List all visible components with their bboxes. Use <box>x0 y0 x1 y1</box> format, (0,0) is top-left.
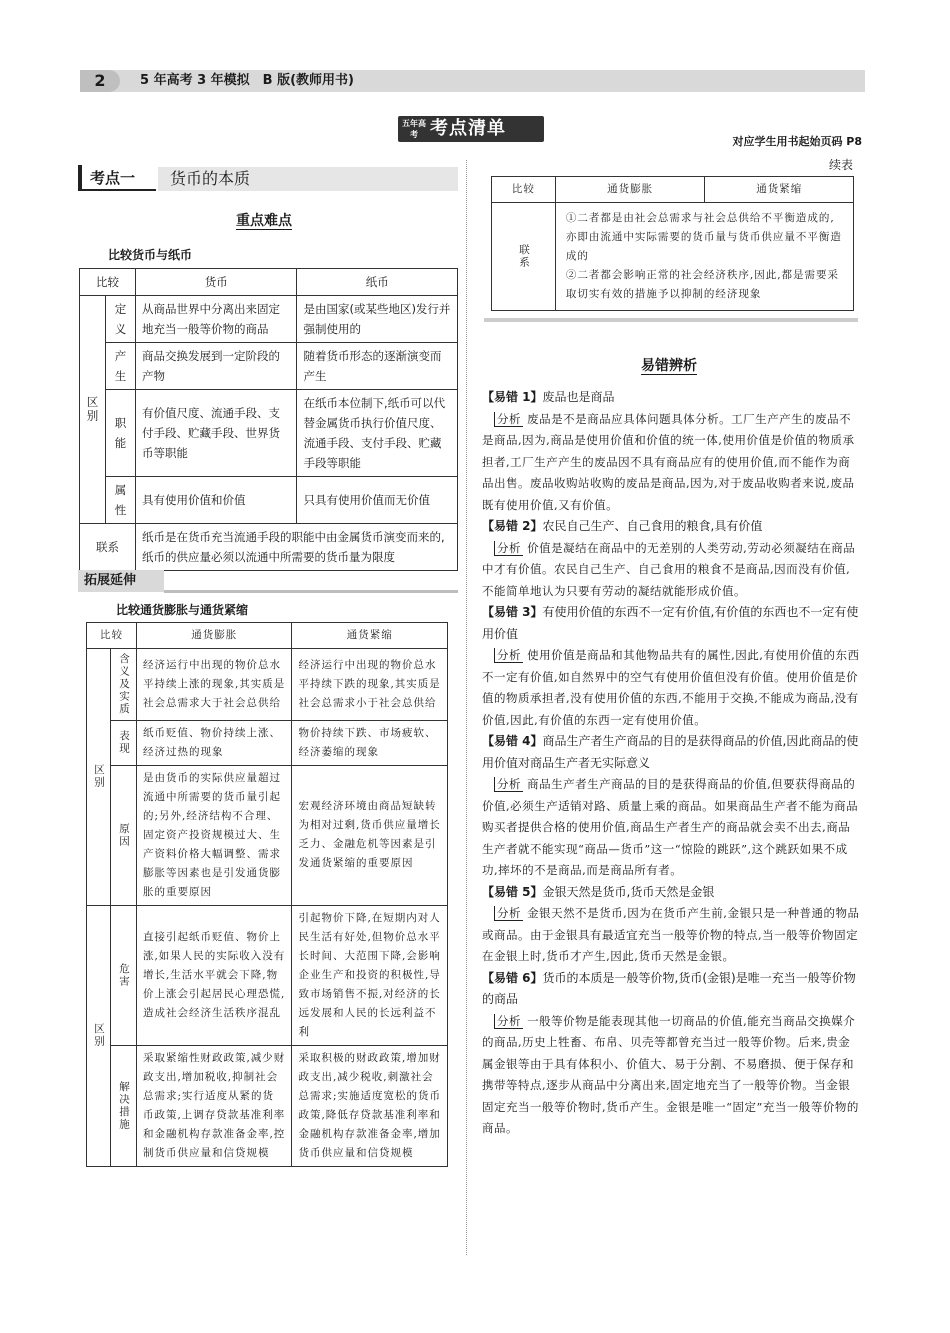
table1-header: 纸币 <box>297 269 458 296</box>
row-label: 危害 <box>111 905 137 1045</box>
analysis-text: 分析 价值是凝结在商品中的无差别的人类劳动,劳动必须凝结在商品中才有价值。农民自己生产、自己食用的粮食不是商品,因而没有价值,不能简单地认为只要有劳动的凝结就能形成价值。 <box>482 540 856 598</box>
table-row <box>87 905 448 1045</box>
table-row <box>87 1045 448 1166</box>
row-label: 联系 <box>80 524 136 571</box>
row-label: 定义 <box>105 296 135 343</box>
table-row <box>80 343 458 390</box>
column-divider <box>466 160 467 1255</box>
extension-label: 拓展延伸 <box>78 570 164 592</box>
table-cell: 纸币是在货币充当流通手段的职能中由金属货币演变而来的,纸币的供应量必须以流通中所需要的货币量为限度 <box>135 524 457 571</box>
error-item: 【易错 4】商品生产者生产商品的目的是获得商品的价值,因此商品的使用价值对商品生产者无实际意义 <box>482 734 859 770</box>
table-cell: 纸币贬值、物价持续上涨、经济过热的现象 <box>136 720 292 765</box>
table-row <box>80 524 458 571</box>
analysis-text: 分析 一般等价物是能表现其他一切商品的价值,能充当商品交换媒介的商品,历史上牲畜、布帛、贝壳等都曾充当过一般等价物。后来,贵金属金银等由于具有体积小、价值大、易于分割、不易磨损、便于保存和携带等特点,逐步从商品中分离出来,固定地充当了一般等价物。当金银固定充当一般等价物时,货币产生。金银是唯一“固定”充当一般等价物的商品。 <box>482 1013 859 1135</box>
row-label: 职能 <box>105 390 135 477</box>
table2-caption: 比较通货膨胀与通货紧缩 <box>116 603 249 617</box>
row-label: 含义及实质 <box>111 649 137 721</box>
table3-header: 通货膨胀 <box>555 177 705 203</box>
table-cell: 引起物价下降,在短期内对人民生活有好处,但物价总水平长时间、大范围下降,会影响企业生产和投资的积极性,导致市场销售不振,对经济的长远发展和人民的长远利益不利 <box>292 905 448 1045</box>
table-cell: 是由国家(或某些地区)发行并强制使用的 <box>297 296 458 343</box>
table-cell: 具有使用价值和价值 <box>135 477 297 524</box>
error-item: 【易错 5】金银天然是货币,货币天然是金银 <box>482 884 715 899</box>
table-row <box>492 203 854 311</box>
table-cell: 经济运行中出现的物价总水平持续上涨的现象,其实质是社会总需求大于社会总供给 <box>136 649 292 721</box>
table3-header: 通货紧缩 <box>705 177 854 203</box>
table-cell: 物价持续下跌、市场疲软、经济萎缩的现象 <box>292 720 448 765</box>
error-item: 【易错 3】有使用价值的东西不一定有价值,有价值的东西也不一定有使用价值 <box>482 605 859 641</box>
banner-title: 考点清单 <box>430 118 506 139</box>
table-cell: 直接引起纸币贬值、物价上涨,如果人民的实际收入没有增长,生活水平就会下降,物价上涨会引起居民心理恐慌,造成社会经济生活秩序混乱 <box>136 905 292 1045</box>
table2-group-label: 区别 <box>87 649 111 906</box>
row-label: 解决措施 <box>111 1045 137 1166</box>
key-points-title: 重点难点 <box>236 213 292 229</box>
analysis-text: 分析 废品是不是商品应具体问题具体分析。工厂生产产生的废品不是商品,因为,商品是使用价值和价值的统一体,使用价值是价值的物质承担者,工厂生产产生的废品因不具有商品应有的使用价值,而不能作为商品出售。废品收购站收购的废品是商品,因为,对于废品收购者来说,废品既有使用价值,又有价值。 <box>482 411 855 512</box>
errors-title: 易错辨析 <box>641 358 697 374</box>
reference-page: 对应学生用书起始页码 P8 <box>732 135 862 148</box>
link-table <box>491 176 854 311</box>
table-cell: 在纸币本位制下,纸币可以代替金属货币执行价值尺度、流通手段、支付手段、贮藏手段等职能 <box>297 390 458 477</box>
error-item: 【易错 2】农民自己生产、自己食用的粮食,具有价值 <box>482 519 763 533</box>
separator <box>484 318 858 322</box>
book-title: 5 年高考 3 年模拟 B 版(教师用书) <box>140 73 354 88</box>
table-row <box>80 390 458 477</box>
table2-header: 通货紧缩 <box>292 623 448 649</box>
table-cell: 是由货币的实际供应量超过流通中所需要的货币量引起的;另外,经济结构不合理、固定资产投资规模过大、生产资料价格大幅调整、需求膨胀等因素也是引发通货膨胀的重要原因 <box>136 765 292 905</box>
link-item: ②二者都会影响正常的社会经济秩序,因此,都是需要采取切实有效的措施予以抑制的经济现象 <box>565 269 840 300</box>
section-label: 考点一 <box>78 165 156 191</box>
table1-caption: 比较货币与纸币 <box>108 248 193 262</box>
error-item: 【易错 6】货币的本质是一般等价物,货币(金银)是唯一充当一般等价物的商品 <box>482 970 856 1006</box>
row-label: 联系 <box>492 203 556 311</box>
banner-small-text: 五年高考 <box>402 119 426 139</box>
table-row <box>80 296 458 343</box>
table-cell: 经济运行中出现的物价总水平持续下跌的现象,其实质是社会总需求小于社会总供给 <box>292 649 448 721</box>
row-label: 表现 <box>111 720 137 765</box>
table3-header: 比较 <box>492 177 556 203</box>
table-row <box>87 649 448 721</box>
table-row <box>87 765 448 905</box>
table1-header: 比较 <box>80 269 136 296</box>
table2-header: 比较 <box>87 623 137 649</box>
analysis-text: 分析 商品生产者生产商品的目的是获得商品的价值,但要获得商品的价值,必须生产适销对路、质量上乘的商品。如果商品生产者不能为商品购买者提供合格的使用价值,商品生产者生产的商品就会卖不出去,商品生产者就不能实现“商品—货币”这一“惊险的跳跃”,这个跳跃如果不成功,摔坏的不是商品,而是商品所有者。 <box>482 777 859 877</box>
table2-header: 通货膨胀 <box>136 623 292 649</box>
table-cell: 有价值尺度、流通手段、支付手段、贮藏手段、世界货币等职能 <box>135 390 297 477</box>
inflation-deflation-table <box>86 622 448 1167</box>
table1-group-label: 区别 <box>80 296 106 524</box>
table-cell: 从商品世界中分离出来固定地充当一般等价物的商品 <box>135 296 297 343</box>
table-cell: 采取紧缩性财政政策,减少财政支出,增加税收,抑制社会总需求;实行适度从紧的货币政策,上调存贷款基准利率和金融机构存款准备金率,控制货币供应量和信贷规模 <box>136 1045 292 1166</box>
link-item: ①二者都是由社会总需求与社会总供给不平衡造成的,亦即由流通中实际需要的货币量与货币供应量不平衡造成的 <box>565 212 842 262</box>
table1-header: 货币 <box>135 269 297 296</box>
table2-group-label: 区别 <box>87 905 111 1166</box>
table-row <box>80 477 458 524</box>
table-cell: 宏观经济环境由商品短缺转为相对过剩,货币供应量增长乏力、金融危机等因素是引发通货紧缩的重要原因 <box>292 765 448 905</box>
table-cell: 采取积极的财政政策,增加财政支出,减少税收,刺激社会总需求;实施适度宽松的货币政策,降低存贷款基准利率和金融机构存款准备金率,增加货币供应量和信贷规模 <box>292 1045 448 1166</box>
section-title: 货币的本质 <box>170 169 251 188</box>
section-heading <box>78 165 458 193</box>
table-cell: 随着货币形态的逐渐演变而产生 <box>297 343 458 390</box>
extension-bar <box>78 570 458 592</box>
table-row <box>87 720 448 765</box>
row-label: 属性 <box>105 477 135 524</box>
table-cell: 只具有使用价值而无价值 <box>297 477 458 524</box>
row-label: 原因 <box>111 765 137 905</box>
analysis-text: 分析 金银天然不是货币,因为在货币产生前,金银只是一种普通的物品或商品。由于金银具有最适宜充当一般等价物的特点,当一般等价物固定在金银上时,货币才产生,因此,货币天然是金银。 <box>482 906 860 963</box>
continued-label: 续表 <box>828 158 853 172</box>
row-label: 产生 <box>105 343 135 390</box>
analysis-text: 分析 使用价值是商品和其他物品共有的属性,因此,有使用价值的东西不一定有价值,如自然界中的空气有使用价值但没有价值。使用价值是价值的物质承担者,没有使用价值的东西,不能用于交换,不能成为商品,没有价值,因此,有价值的东西一定有使用价值。 <box>482 648 860 727</box>
errors-list <box>482 387 862 1140</box>
money-vs-paper-table <box>79 268 458 571</box>
page-number: 2 <box>80 70 120 92</box>
table-cell: 商品交换发展到一定阶段的产物 <box>135 343 297 390</box>
error-item: 【易错 1】废品也是商品 <box>482 390 615 404</box>
